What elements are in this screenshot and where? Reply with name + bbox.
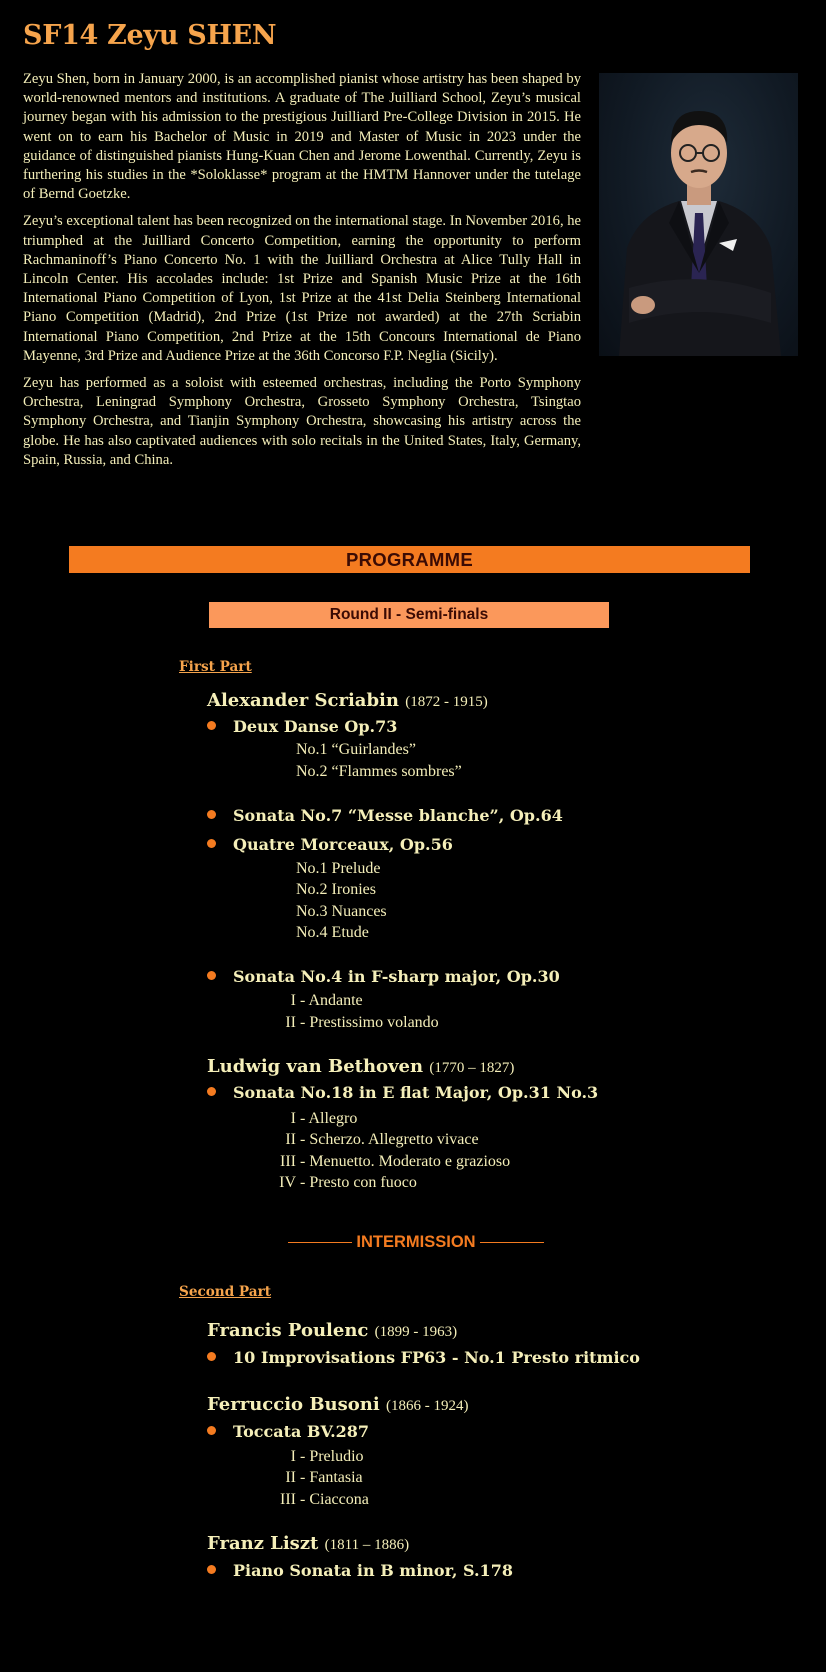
composer-name: Ludwig van Bethoven bbox=[207, 1056, 424, 1077]
movement: II - Prestissimo volando bbox=[256, 1014, 439, 1032]
movement-number: II bbox=[285, 1014, 296, 1031]
composer-name: Ferruccio Busoni bbox=[207, 1394, 380, 1415]
composer-years: (1770 – 1827) bbox=[429, 1060, 515, 1076]
bio-paragraph: Zeyu Shen, born in January 2000, is an accomplished pianist whose artistry has been shaped by world-renowned mentors and institutions. A graduate of The Juilliard School, Zeyu’s musical journey began with his admission to the prestigious Juilliard Pre-College Division in 2015. He went on to earn his Bachelor of Music in 2019 and Master of Music in 2023 under the guidance of distinguished pianists Hung-Kuan Chen and Jerome Lowenthal. Currently, Zeyu is furthering his studies in the *Soloklasse* program at the HMTM Hannover under the tutelage of Bernd Goetzke. bbox=[23, 71, 581, 203]
work-title: Sonata No.4 in F-sharp major, Op.30 bbox=[233, 967, 560, 986]
movement-number: II bbox=[285, 1469, 296, 1486]
first-part-heading: First Part bbox=[179, 659, 252, 675]
movement-number: I bbox=[290, 992, 296, 1009]
composer-name: Franz Liszt bbox=[207, 1533, 319, 1554]
movement: III - Menuetto. Moderato e grazioso bbox=[256, 1153, 510, 1171]
work-item bbox=[207, 1083, 598, 1102]
work-item bbox=[207, 967, 560, 986]
intermission-divider bbox=[281, 1229, 551, 1255]
second-part-heading: Second Part bbox=[179, 1284, 272, 1300]
work-title: Piano Sonata in B minor, S.178 bbox=[233, 1561, 513, 1580]
bullet-icon bbox=[207, 721, 216, 730]
work-title: Sonata No.18 in E flat Major, Op.31 No.3 bbox=[233, 1083, 599, 1102]
composer-name: Francis Poulenc bbox=[207, 1320, 369, 1341]
work-item bbox=[207, 835, 453, 854]
movement: I - Andante bbox=[256, 992, 363, 1010]
work-title: Sonata No.7 “Messe blanche”, Op.64 bbox=[233, 806, 563, 825]
programme-banner: PROGRAMME bbox=[69, 546, 750, 573]
work-item bbox=[207, 1561, 513, 1580]
bullet-icon bbox=[207, 1352, 216, 1361]
composer-busoni bbox=[207, 1394, 468, 1415]
composer-years: (1872 - 1915) bbox=[405, 694, 488, 710]
movement-number: I bbox=[290, 1110, 296, 1127]
composer-poulenc bbox=[207, 1320, 457, 1341]
composer-beethoven bbox=[207, 1056, 514, 1077]
bullet-icon bbox=[207, 1087, 216, 1096]
movement: No.4 Etude bbox=[296, 924, 369, 941]
movement-title: Scherzo. Allegretto vivace bbox=[309, 1131, 479, 1148]
movement-title: Prestissimo volando bbox=[309, 1014, 439, 1031]
movement: No.1 “Guirlandes” bbox=[296, 741, 416, 758]
work-title: Deux Danse Op.73 bbox=[233, 717, 398, 736]
movement-title: Fantasia bbox=[309, 1469, 363, 1486]
composer-years: (1811 – 1886) bbox=[324, 1537, 410, 1553]
bullet-icon bbox=[207, 1565, 216, 1574]
movement-title: Ciaccona bbox=[309, 1491, 369, 1508]
movement: No.1 Prelude bbox=[296, 860, 381, 877]
work-title: 10 Improvisations FP63 - No.1 Presto ritmico bbox=[233, 1348, 640, 1367]
movement: I - Preludio bbox=[256, 1448, 364, 1466]
composer-liszt bbox=[207, 1533, 409, 1554]
movement: II - Fantasia bbox=[256, 1469, 363, 1487]
composer-scriabin bbox=[207, 690, 488, 711]
movement-title: Presto con fuoco bbox=[309, 1174, 417, 1191]
movement: III - Ciaccona bbox=[256, 1491, 369, 1509]
round-banner: Round II - Semi-finals bbox=[209, 602, 609, 628]
bullet-icon bbox=[207, 810, 216, 819]
divider-line bbox=[288, 1242, 352, 1244]
work-item bbox=[207, 1422, 369, 1441]
intermission-label: INTERMISSION bbox=[356, 1233, 476, 1251]
movement-number: III bbox=[280, 1491, 296, 1508]
movement-number: II bbox=[285, 1131, 296, 1148]
bullet-icon bbox=[207, 971, 216, 980]
biography bbox=[23, 70, 581, 478]
composer-name: Alexander Scriabin bbox=[207, 690, 399, 711]
movement-number: III bbox=[280, 1153, 296, 1170]
movement-number: IV bbox=[279, 1174, 296, 1191]
work-item bbox=[207, 806, 563, 825]
movement-title: Preludio bbox=[309, 1448, 364, 1465]
movement: No.3 Nuances bbox=[296, 903, 387, 920]
pianist-portrait bbox=[599, 73, 798, 356]
composer-years: (1899 - 1963) bbox=[374, 1324, 458, 1340]
bio-paragraph: Zeyu’s exceptional talent has been recognized on the international stage. In November 2016, he triumphed at the Juilliard Concerto Competition, earning the opportunity to perform Rachmaninoff’s Piano Concerto No. 1 with the Juilliard Orchestra at Alice Tully Hall in Lincoln Center. His accolades include: 1st Prize and Spanish Music Prize at the 16th International Piano Competition of Lyon, 1st Prize at the 41st Delia Steinberg International Piano Competition (Madrid), 2nd Prize (1st Prize not awarded) at the 27th Scriabin International Piano Competition, 2nd Prize at the 15th Concours International de Piano Mayenne, 3rd Prize and Audience Prize at the 36th Concorso F.P. Neglia (Sicily). bbox=[23, 213, 582, 364]
work-item bbox=[207, 717, 397, 736]
portrait-illustration bbox=[599, 73, 798, 356]
movement-number: I bbox=[290, 1448, 296, 1465]
divider-line bbox=[480, 1242, 544, 1244]
work-item bbox=[207, 1348, 640, 1367]
movement: I - Allegro bbox=[256, 1110, 357, 1128]
movement: IV - Presto con fuoco bbox=[256, 1174, 417, 1192]
movement-title: Andante bbox=[308, 992, 363, 1009]
bullet-icon bbox=[207, 839, 216, 848]
movement-title: Menuetto. Moderato e grazioso bbox=[309, 1153, 511, 1170]
movement: II - Scherzo. Allegretto vivace bbox=[256, 1131, 479, 1149]
composer-years: (1866 - 1924) bbox=[385, 1398, 469, 1414]
work-title: Quatre Morceaux, Op.56 bbox=[233, 835, 453, 854]
movement-title: Allegro bbox=[308, 1110, 358, 1127]
bio-paragraph: Zeyu has performed as a soloist with esteemed orchestras, including the Porto Symphony Orchestra, Leningrad Symphony Orchestra, Grosseto Symphony Orchestra, Tsingtao Symphony Orchestra, and Tianjin Symphony Orchestra, showcasing his artistry across the globe. He has also captivated audiences with solo recitals in the United States, Italy, Germany, Spain, Russia, and China. bbox=[23, 375, 581, 468]
bullet-icon bbox=[207, 1426, 216, 1435]
work-title: Toccata BV.287 bbox=[233, 1422, 370, 1441]
movement: No.2 Ironies bbox=[296, 881, 376, 898]
movement: No.2 “Flammes sombres” bbox=[296, 763, 462, 780]
page-title: SF14 Zeyu SHEN bbox=[23, 20, 277, 51]
